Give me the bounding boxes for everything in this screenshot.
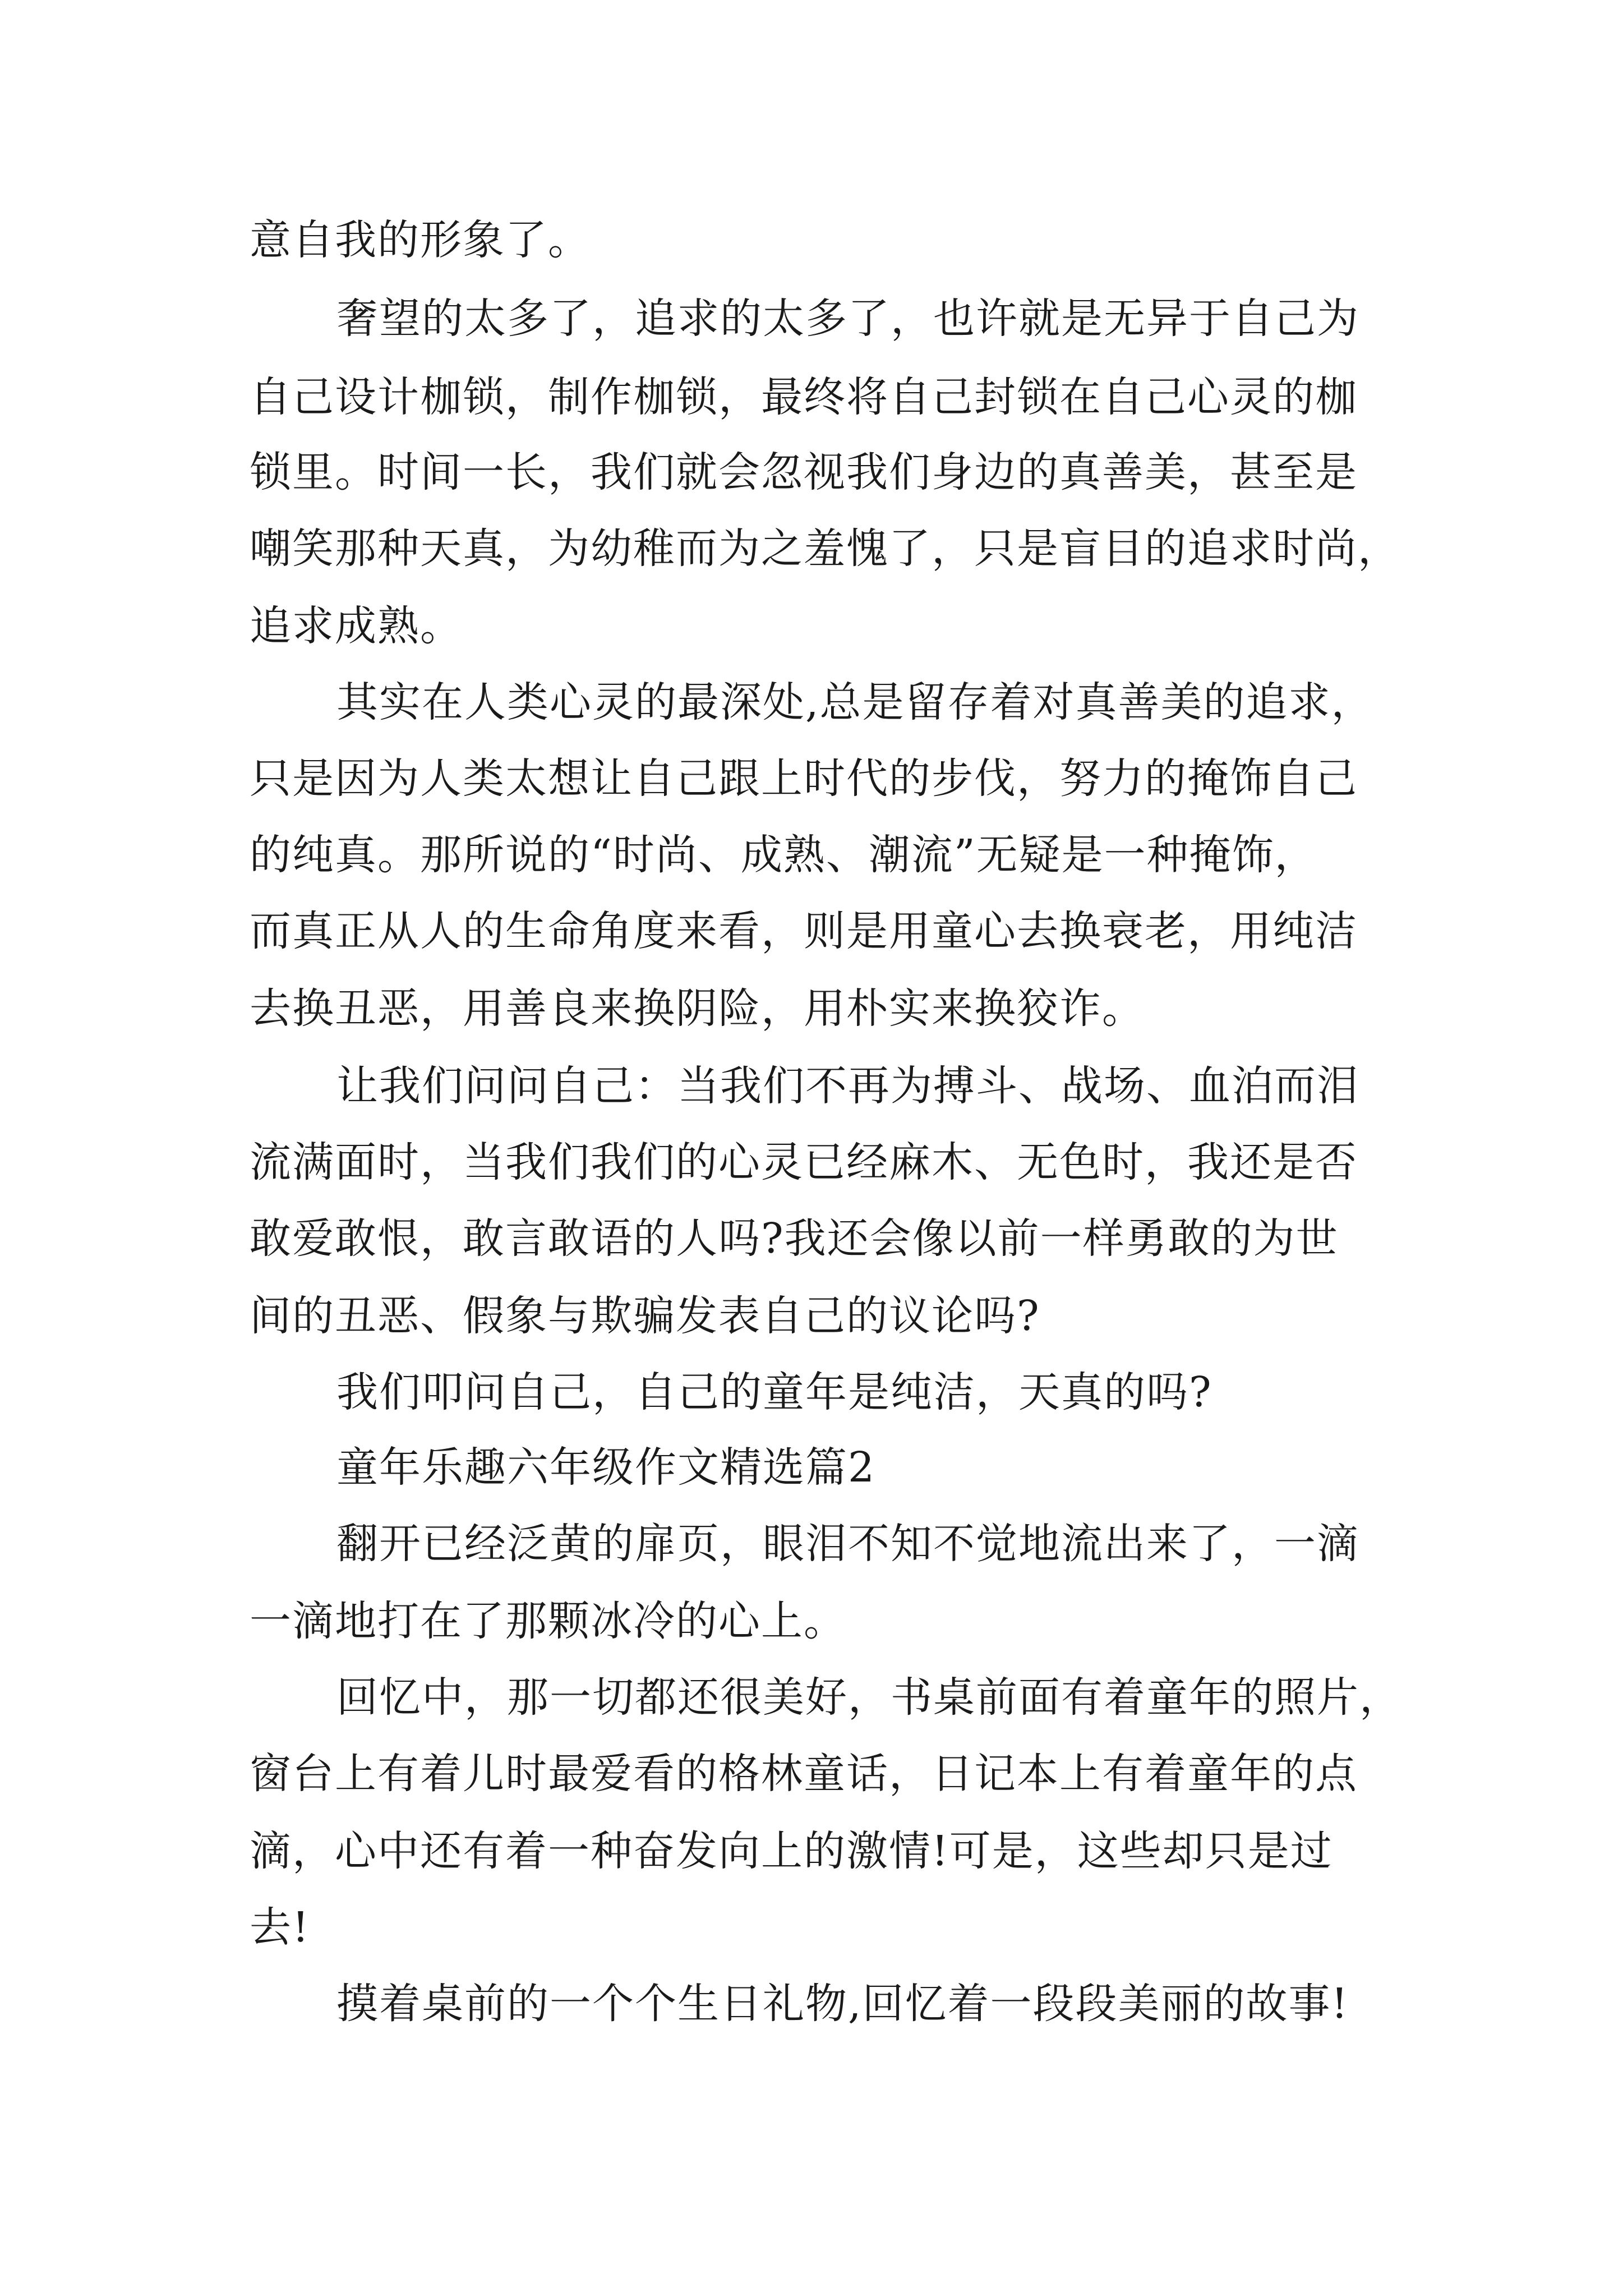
text-line: 锁里。时间一长，我们就会忽视我们身边的真善美，甚至是	[250, 448, 1358, 496]
text-line: 只是因为人类太想让自己跟上时代的步伐，努力的掩饰自己	[250, 754, 1358, 803]
text-line: 意自我的形象了。	[250, 216, 591, 264]
text-line: 窗台上有着儿时最爱看的格林童话，日记本上有着童年的点	[250, 1750, 1358, 1798]
paragraph-start-line: 让我们问问自己：当我们不再为搏斗、战场、血泊而泪	[336, 1062, 1359, 1110]
text-line: 间的丑恶、假象与欺骗发表自己的议论吗?	[250, 1292, 1040, 1340]
text-line: 滴，心中还有着一种奋发向上的激情!可是，这些却只是过	[250, 1827, 1333, 1875]
paragraph-start-line: 摸着桌前的一个个生日礼物,回忆着一段段美丽的故事!	[336, 1980, 1349, 2028]
text-line: 去换丑恶，用善良来换阴险，用朴实来换狡诈。	[250, 984, 1145, 1033]
paragraph-start-line: 其实在人类心灵的最深处,总是留存着对真善美的追求，	[336, 678, 1374, 726]
paragraph-start-line: 回忆中，那一切都还很美好，书桌前面有着童年的照片，	[336, 1673, 1402, 1722]
text-line: 自己设计枷锁，制作枷锁，最终将自己封锁在自己心灵的枷	[250, 373, 1358, 421]
section-heading: 童年乐趣六年级作文精选篇2	[336, 1443, 876, 1492]
text-line: 追求成熟。	[250, 602, 463, 650]
text-line: 去!	[250, 1903, 310, 1952]
text-line: 而真正从人的生命角度来看，则是用童心去换衰老，用纯洁	[250, 907, 1358, 955]
text-line: 流满面时，当我们我们的心灵已经麻木、无色时，我还是否	[250, 1138, 1358, 1186]
text-line: 一滴地打在了那颗冰冷的心上。	[250, 1597, 846, 1645]
text-line: 的纯真。那所说的“时尚、成熟、潮流”无疑是一种掩饰，	[250, 831, 1317, 879]
text-line: 敢爱敢恨，敢言敢语的人吗?我还会像以前一样勇敢的为世	[250, 1214, 1339, 1263]
paragraph-start-line: 奢望的太多了，追求的太多了，也许就是无异于自己为	[336, 295, 1359, 343]
paragraph-start-line: 翻开已经泛黄的扉页，眼泪不知不觉地流出来了，一滴	[336, 1520, 1359, 1568]
paragraph-start-line: 我们叩问自己，自己的童年是纯洁，天真的吗?	[336, 1368, 1212, 1416]
text-line: 嘲笑那种天真，为幼稚而为之羞愧了，只是盲目的追求时尚，	[250, 524, 1400, 573]
